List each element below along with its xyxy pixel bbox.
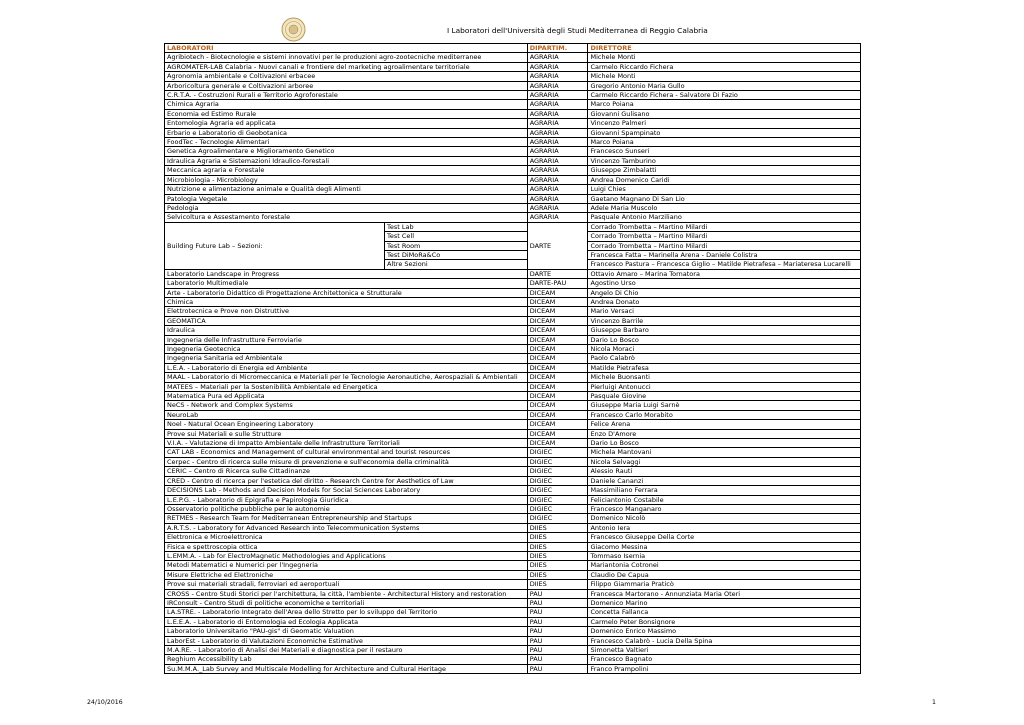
lab-name-cell: Cerpec - Centro di ricerca sulle misure di prevenzione e sull'economia della criminalità [165,457,528,466]
lab-name-cell: AGROMATER-LAB Calabria - Nuovi canali e frontiere del marketing agroalimentare territoriale [165,62,528,71]
department-cell: DICEAM [527,354,588,363]
director-cell: Francesco Carlo Morabito [588,410,861,419]
director-cell: Gregorio Antonio Maria Gullo [588,81,861,90]
table-body [165,53,861,674]
lab-name-cell: CAT LAB - Economics and Management of cultural environmental and tourist resources [165,448,528,457]
building-lab-section-row [165,223,527,232]
department-cell: AGRARIA [527,100,588,109]
department-cell: AGRARIA [527,203,588,212]
table-row [165,598,861,607]
table-row [165,486,861,495]
department-cell: AGRARIA [527,109,588,118]
lab-name-cell: NeCS - Network and Complex Systems [165,401,528,410]
lab-name-cell: Erbario e Laboratorio di Geobotanica [165,128,528,137]
table-row [165,514,861,523]
building-lab-department: DARTE [527,222,588,269]
department-cell: DICEAM [527,410,588,419]
lab-name-cell: NeuroLab [165,410,528,419]
department-cell: PAU [527,598,588,607]
director-cell: Michela Mantovani [588,448,861,457]
lab-name-cell: Arte - Laboratorio Didattico di Progettazione Architettonica e Strutturale [165,288,528,297]
department-cell: DICEAM [527,420,588,429]
table-row [165,420,861,429]
table-row [165,222,861,231]
building-lab-section-director: Corrado Trombetta – Martino Milardi [588,241,861,250]
department-cell: AGRARIA [527,72,588,81]
director-cell: Daniele Cananzi [588,476,861,485]
director-cell: Vincenzo Palmeri [588,119,861,128]
lab-name-cell: L.E.A. - Laboratorio di Energia ed Ambiente [165,363,528,372]
table-row [165,175,861,184]
director-cell: Filippo Giammaria Praticò [588,580,861,589]
lab-name-cell: Reghium Accessibility Lab [165,655,528,664]
department-cell: AGRARIA [527,147,588,156]
director-cell: Gaetano Magnano Di San Lio [588,194,861,203]
lab-name-cell: Microbiologia - Microbiology [165,175,528,184]
department-cell: DICEAM [527,345,588,354]
department-cell: AGRARIA [527,138,588,147]
director-cell: Pierluigi Antonucci [588,382,861,391]
table-row [165,185,861,194]
lab-name-cell: Ingegneria delle Infrastrutture Ferroviarie [165,335,528,344]
director-cell: Michele Monti [588,53,861,62]
department-cell: DIIES [527,580,588,589]
department-cell: DIGIEC [527,514,588,523]
director-cell: Carmelo Peter Bonsignore [588,617,861,626]
lab-name-cell: DECISIONS Lab - Methods and Decision Models for Social Sciences Laboratory [165,486,528,495]
department-cell: PAU [527,617,588,626]
lab-name-cell: L.E.E.A. - Laboratorio di Entomologia ed Ecologia Applicata [165,617,528,626]
lab-name-cell: CERIC – Centro di Ricerca sulle Cittadinanze [165,467,528,476]
department-cell: PAU [527,636,588,645]
lab-name-cell: Metodi Matematici e Numerici per l'Ingegneria [165,561,528,570]
lab-name-cell: RETMES - Research Team for Mediterranean Entrepreneurship and Startups [165,514,528,523]
department-cell: DIIES [527,523,588,532]
lab-name-cell: Matematica Pura ed Applicata [165,392,528,401]
director-cell: Francesco Manganaro [588,504,861,513]
director-cell: Angelo Di Chio [588,288,861,297]
table-row [165,410,861,419]
building-lab-section-name: Test Lab [385,223,527,232]
department-cell: AGRARIA [527,175,588,184]
director-cell: Giovanni Gulisano [588,109,861,118]
table-row [165,72,861,81]
table-row [165,589,861,598]
table-row [165,617,861,626]
footer-page-number: 1 [932,699,936,706]
department-cell: DIGIEC [527,486,588,495]
director-cell: Mariantonia Cotronei [588,561,861,570]
director-cell: Carmelo Riccardo Fichera [588,62,861,71]
department-cell: AGRARIA [527,62,588,71]
table-row [165,345,861,354]
lab-name-cell: Entomologia Agraria ed applicata [165,119,528,128]
table-row [165,297,861,306]
building-lab-label: Building Future Lab – Sezioni: [165,223,385,269]
lab-name-cell: Arboricoltura generale e Coltivazioni arboree [165,81,528,90]
table-row [165,373,861,382]
department-cell: DICEAM [527,316,588,325]
director-cell: Antonio Iera [588,523,861,532]
director-cell: Nicola Selvaggi [588,457,861,466]
table-row [165,213,861,222]
director-cell: Adele Maria Muscolo [588,203,861,212]
lab-name-cell: MAAL - Laboratorio di Micromeccanica e Materiali per le Tecnologie Aeronautiche, Aerospaziali & Ambientali [165,373,528,382]
department-cell: DIIES [527,561,588,570]
table-row [165,138,861,147]
department-cell: DARTE [527,269,588,278]
director-cell: Alessio Rauti [588,467,861,476]
lab-name-cell: Ingegneria Sanitaria ed Ambientale [165,354,528,363]
lab-name-cell: Agronomia ambientale e Coltivazioni erbacee [165,72,528,81]
department-cell: DICEAM [527,401,588,410]
director-cell: Feliciantonio Costabile [588,495,861,504]
table-row [165,269,861,278]
director-cell: Concetta Fallanca [588,608,861,617]
director-cell: Michele Monti [588,72,861,81]
building-lab-section-name: Test Room [385,241,527,250]
table-row [165,279,861,288]
table-row [165,156,861,165]
lab-name-cell: Laboratorio Universitario "PAU-gis" di Geomatic Valuation [165,627,528,636]
director-cell: Domenico Marino [588,598,861,607]
table-row [165,109,861,118]
table-row [165,392,861,401]
director-cell: Francesco Calabrò - Lucia Della Spina [588,636,861,645]
table-row [165,495,861,504]
lab-name-cell: Osservatorio politiche pubbliche per le autonomie [165,504,528,513]
department-cell: AGRARIA [527,194,588,203]
lab-name-cell: Elettronica e Microelettronica [165,533,528,542]
lab-name-cell: Pedologia [165,203,528,212]
table-header-row [165,44,861,53]
table-row [165,119,861,128]
director-cell: Vincenzo Barrile [588,316,861,325]
lab-name-cell: MATEES – Materiali per la Sostenibilità Ambientale ed Energetica [165,382,528,391]
director-cell: Nicola Moraci [588,345,861,354]
director-cell: Paolo Calabrò [588,354,861,363]
page-title: I Laboratori dell'Università degli Studi Mediterranea di Reggio Calabria [447,26,708,35]
director-cell: Michele Buonsanti [588,373,861,382]
building-lab-section-name: Altre Sezioni [385,260,527,269]
lab-name-cell: CRED - Centro di ricerca per l'estetica del diritto - Research Centre for Aesthetics of Law [165,476,528,485]
lab-name-cell: Noel - Natural Ocean Engineering Laboratory [165,420,528,429]
director-cell: Felice Arena [588,420,861,429]
lab-name-cell: Laboratorio Landscape in Progress [165,269,528,278]
director-cell: Pasquale Giovine [588,392,861,401]
table-row [165,401,861,410]
director-cell: Andrea Donato [588,297,861,306]
director-cell: Giuseppe Barbaro [588,326,861,335]
director-cell: Luigi Chies [588,185,861,194]
lab-name-cell: LA.STRE. - Laboratorio Integrato dell'Area dello Stretto per lo sviluppo del Territorio [165,608,528,617]
table-row [165,53,861,62]
director-cell: Tommaso Isernia [588,551,861,560]
director-cell: Francesca Martorano - Annunziata Maria Oteri [588,589,861,598]
department-cell: DIIES [527,533,588,542]
director-cell: Marco Poiana [588,100,861,109]
building-lab-section-director: Francesca Fatta – Marinella Arena - Daniele Colistra [588,250,861,259]
column-header-direttore: DIRETTORE [588,44,861,53]
lab-name-cell: FoodTec - Tecnologie Alimentari [165,138,528,147]
department-cell: DICEAM [527,392,588,401]
table-row [165,81,861,90]
lab-name-cell: L.EMM.A. - Lab for ElectroMagnetic Methodologies and Applications [165,551,528,560]
department-cell: DIGIEC [527,495,588,504]
director-cell: Giuseppe Maria Luigi Sarnè [588,401,861,410]
lab-name-cell: Prove sui Materiali e sulle Strutture [165,429,528,438]
laboratories-table-container [164,43,861,674]
director-cell: Giovanni Spampinato [588,128,861,137]
director-cell: Ottavio Amaro – Marina Tornatora [588,269,861,278]
department-cell: DICEAM [527,297,588,306]
table-row [165,354,861,363]
table-row [165,147,861,156]
table-row [165,307,861,316]
lab-name-cell: Su.M.M.A._Lab Survey and Multiscale Modelling for Architecture and Cultural Heritage [165,664,528,673]
table-row [165,608,861,617]
table-row [165,551,861,560]
director-cell: Claudio De Capua [588,570,861,579]
column-header-laboratori: LABORATORI [165,44,528,53]
laboratories-table [164,43,861,674]
table-row [165,128,861,137]
department-cell: DIGIEC [527,448,588,457]
lab-name-cell: A.R.T.S. - Laboratory for Advanced Research into Telecommunication Systems [165,523,528,532]
table-row [165,542,861,551]
university-seal-icon [281,17,306,42]
table-row [165,288,861,297]
table-row [165,316,861,325]
lab-name-cell: Elettrotecnica e Prove non Distruttive [165,307,528,316]
department-cell: DICEAM [527,288,588,297]
lab-name-cell: Selvicoltura e Assestamento forestale [165,213,528,222]
department-cell: AGRARIA [527,156,588,165]
lab-name-cell: Ingegneria Geotecnica [165,345,528,354]
director-cell: Agostino Urso [588,279,861,288]
column-header-dipartimento: DIPARTIM. [527,44,588,53]
lab-name-cell: CROSS - Centro Studi Storici per l'architettura, la città, l'ambiente - Architectural History and restoration [165,589,528,598]
table-row [165,504,861,513]
table-row [165,533,861,542]
director-cell: Andrea Domenico Caridi [588,175,861,184]
department-cell: AGRARIA [527,119,588,128]
table-row [165,166,861,175]
lab-name-cell: Prove sui materiali stradali, ferroviari ed aeroportuali [165,580,528,589]
table-row [165,203,861,212]
lab-name-cell: Genetica Agroalimentare e Miglioramento Genetico [165,147,528,156]
department-cell: DARTE-PAU [527,279,588,288]
table-row [165,646,861,655]
department-cell: DICEAM [527,326,588,335]
table-row [165,62,861,71]
table-row [165,636,861,645]
director-cell: Francesco Sunseri [588,147,861,156]
lab-name-cell: Patologia Vegetale [165,194,528,203]
table-row [165,448,861,457]
department-cell: DIGIEC [527,467,588,476]
department-cell: AGRARIA [527,91,588,100]
building-lab-section-name: Test DiMoRa&Co [385,250,527,259]
table-row [165,429,861,438]
table-row [165,523,861,532]
table-row [165,194,861,203]
lab-name-cell: Meccanica agraria e Forestale [165,166,528,175]
table-row [165,664,861,673]
director-cell: Vincenzo Tamburino [588,156,861,165]
lab-name-cell: Nutrizione e alimentazione animale e Qualità degli Alimenti [165,185,528,194]
department-cell: AGRARIA [527,213,588,222]
table-row [165,382,861,391]
department-cell: PAU [527,655,588,664]
lab-name-cell: V.I.A. - Valutazione di Impatto Ambientale delle Infrastrutture Territoriali [165,439,528,448]
table-row [165,467,861,476]
department-cell: AGRARIA [527,81,588,90]
lab-name-cell: Idraulica Agraria e Sistemazioni Idraulico-forestali [165,156,528,165]
table-row [165,363,861,372]
department-cell: DIIES [527,551,588,560]
department-cell: PAU [527,646,588,655]
table-row [165,655,861,664]
director-cell: Giuseppe Zimbalatti [588,166,861,175]
department-cell: DIGIEC [527,457,588,466]
lab-name-cell: Idraulica [165,326,528,335]
director-cell: Domenico Nicolò [588,514,861,523]
department-cell: AGRARIA [527,166,588,175]
department-cell: DIGIEC [527,476,588,485]
department-cell: DICEAM [527,307,588,316]
lab-name-cell: Chimica Agraria [165,100,528,109]
table-row [165,91,861,100]
department-cell: DICEAM [527,382,588,391]
table-row [165,335,861,344]
footer-date: 24/10/2016 [87,699,123,706]
department-cell: AGRARIA [527,53,588,62]
lab-name-cell: Economia ed Estimo Rurale [165,109,528,118]
table-row [165,476,861,485]
department-cell: DIIES [527,570,588,579]
department-cell: PAU [527,627,588,636]
department-cell: DICEAM [527,363,588,372]
lab-name-cell: Chimica [165,297,528,306]
lab-name-cell: M.A.RE. - Laboratorio di Analisi dei Materiali e diagnostica per il restauro [165,646,528,655]
director-cell: Matilde Pietrafesa [588,363,861,372]
table-row [165,439,861,448]
department-cell: AGRARIA [527,185,588,194]
director-cell: Massimiliano Ferrara [588,486,861,495]
director-cell: Domenico Enrico Massimo [588,627,861,636]
director-cell: Mario Versaci [588,307,861,316]
director-cell: Dario Lo Bosco [588,335,861,344]
table-row [165,326,861,335]
table-row [165,100,861,109]
department-cell: AGRARIA [527,128,588,137]
table-row [165,580,861,589]
lab-name-cell: Fisica e spettroscopia ottica [165,542,528,551]
lab-name-cell: IRConsult - Centro Studi di politiche economiche e territoriali [165,598,528,607]
director-cell: Dario Lo Bosco [588,439,861,448]
director-cell: Pasquale Antonio Marziliano [588,213,861,222]
department-cell: DICEAM [527,373,588,382]
building-lab-section-director: Corrado Trombetta – Martino Milardi [588,222,861,231]
director-cell: Carmelo Riccardo Fichera - Salvatore Di Fazio [588,91,861,100]
department-cell: DIIES [527,542,588,551]
table-row [165,457,861,466]
department-cell: DICEAM [527,439,588,448]
department-cell: PAU [527,664,588,673]
lab-name-cell: Laboratorio Multimediale [165,279,528,288]
director-cell: Giacomo Messina [588,542,861,551]
lab-name-cell: LaborEst - Laboratorio di Valutazioni Economiche Estimative [165,636,528,645]
building-lab-section-director: Corrado Trombetta – Martino Milardi [588,232,861,241]
table-row [165,627,861,636]
department-cell: DICEAM [527,429,588,438]
lab-name-cell: Misure Elettriche ed Elettroniche [165,570,528,579]
building-lab-section-director: Francesco Pastura – Francesca Giglio – Matilde Pietrafesa – Mariateresa Lucarelli [588,260,861,269]
lab-name-cell: L.E.P.G. - Laboratorio di Epigrafia e Papirologia Giuridica [165,495,528,504]
director-cell: Simonetta Valtieri [588,646,861,655]
department-cell: DICEAM [527,335,588,344]
table-row [165,561,861,570]
building-lab-cell [165,222,528,269]
lab-name-cell: C.R.T.A. - Costruzioni Rurali e Territorio Agroforestale [165,91,528,100]
building-lab-section-name: Test Cell [385,232,527,241]
director-cell: Francesco Giuseppe Della Corte [588,533,861,542]
director-cell: Marco Poiana [588,138,861,147]
table-row [165,570,861,579]
department-cell: DIGIEC [527,504,588,513]
lab-name-cell: GEOMATICA [165,316,528,325]
director-cell: Franco Prampolini [588,664,861,673]
director-cell: Enzo D'Amore [588,429,861,438]
department-cell: PAU [527,589,588,598]
director-cell: Francesco Bagnato [588,655,861,664]
department-cell: PAU [527,608,588,617]
lab-name-cell: Agribiotech - Biotecnologie e sistemi innovativi per le produzioni agro-zootecniche mediterranee [165,53,528,62]
